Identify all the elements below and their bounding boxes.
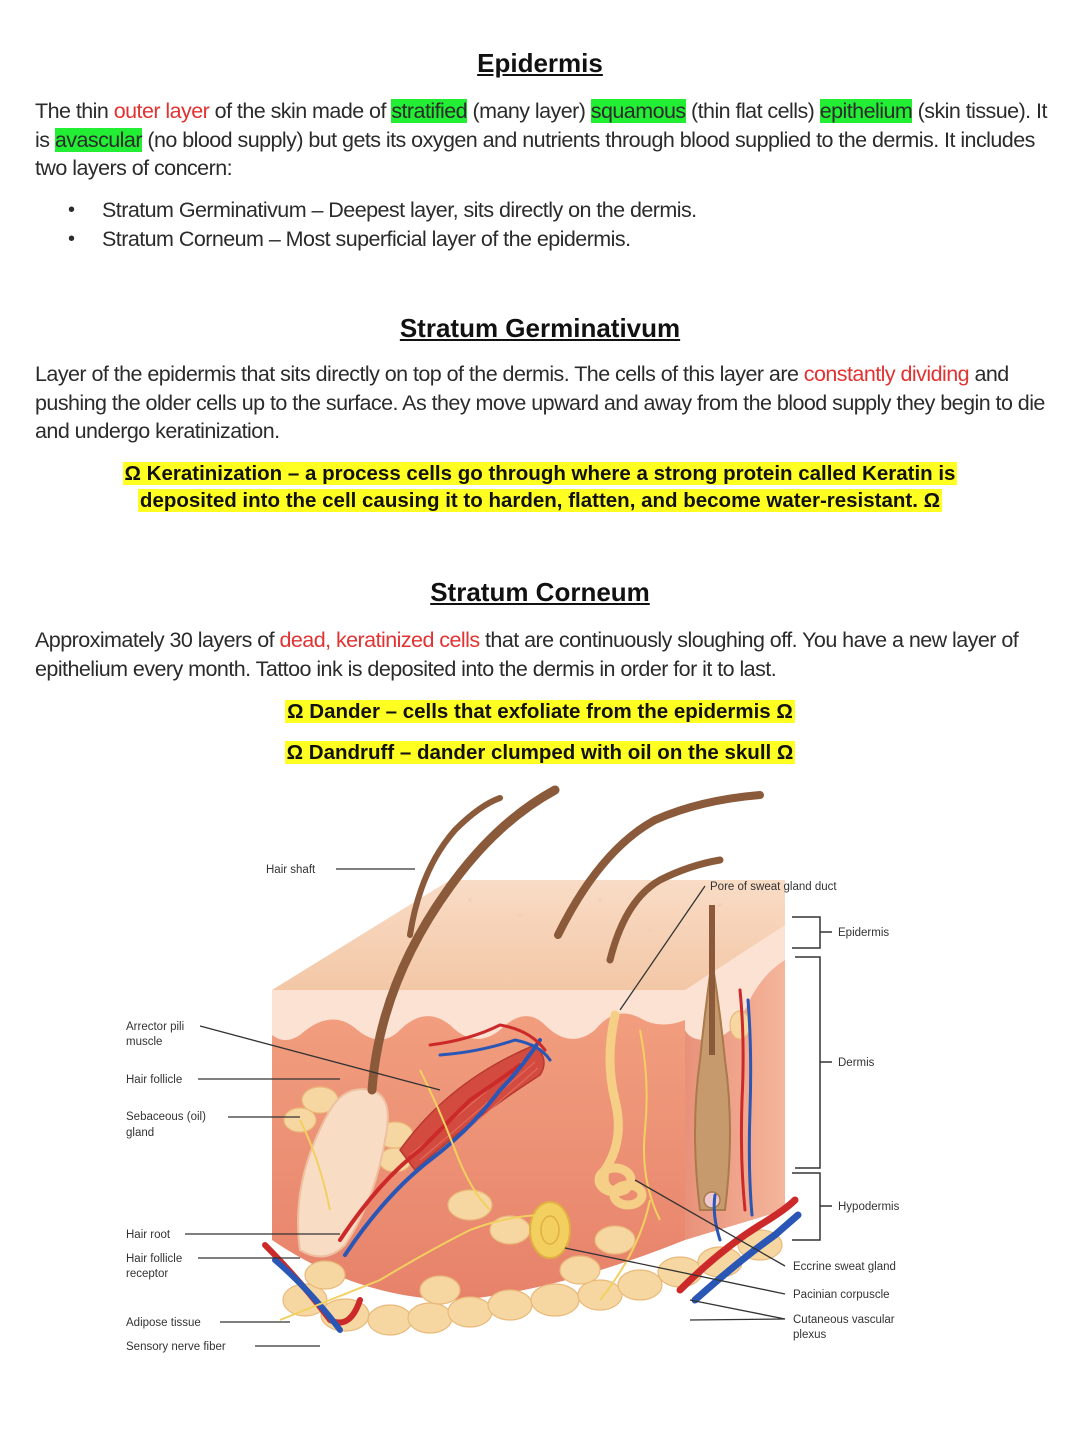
epidermis-heading: Epidermis — [477, 48, 603, 78]
label-hypodermis: Hypodermis — [838, 1201, 900, 1213]
germinativum-paragraph: Layer of the epidermis that sits directly on top of the dermis. The cells of this layer are constantly dividing and pushing the older cells up to the surface. As they move upward and away from the blood supply they begin to die and undergo keratinization. — [35, 362, 1045, 443]
layer-brackets — [792, 917, 832, 1240]
label-hair-root: Hair root — [126, 1229, 171, 1241]
label-pore: Pore of sweat gland duct — [710, 881, 837, 893]
label-adipose: Adipose tissue — [126, 1317, 201, 1329]
outer-layer-term: outer layer — [113, 99, 210, 123]
label-epidermis: Epidermis — [838, 927, 890, 939]
constantly-dividing-term: constantly dividing — [803, 362, 970, 386]
label-sebaceous: Sebaceous (oil) — [126, 1111, 206, 1123]
skin-diagram — [0, 770, 1080, 1410]
dandruff-note: Ω Dandruff – dander clumped with oil on the skull Ω — [286, 741, 794, 764]
label-pacinian: Pacinian corpuscle — [793, 1289, 890, 1301]
label-eccrine: Eccrine sweat gland — [793, 1261, 896, 1273]
label-cutaneous-2: plexus — [793, 1329, 827, 1341]
keratinization-note: Ω Keratinization – a process cells go through where a strong protein called Keratin is deposited into the cell causing it to harden, flatten, and become water-resistant. Ω — [124, 462, 956, 512]
label-dermis: Dermis — [838, 1057, 875, 1069]
dander-note: Ω Dander – cells that exfoliate from the epidermis Ω — [287, 700, 793, 723]
epidermis-surface — [272, 880, 785, 990]
label-arrector-pili-2: muscle — [126, 1036, 163, 1048]
corneum-paragraph: Approximately 30 layers of dead, keratinized cells that are continuously sloughing off. You have a new layer of epithelium every month. Tattoo ink is deposited into the dermis in order for it to last. — [35, 628, 1019, 681]
label-arrector-pili: Arrector pili — [126, 1021, 185, 1033]
label-follicle-receptor: Hair follicle — [126, 1253, 183, 1265]
epidermis-layer-list — [35, 196, 697, 254]
germinativum-heading: Stratum Germinativum — [399, 313, 681, 343]
list-item: • Stratum Corneum – Most superficial layer of the epidermis. — [102, 225, 697, 254]
corneum-heading: Stratum Corneum — [430, 577, 650, 607]
pacinian-corpuscle — [530, 1202, 570, 1258]
label-sebaceous-2: gland — [126, 1127, 155, 1139]
stratified-term: stratified — [391, 99, 468, 123]
epithelium-term: epithelium — [819, 99, 913, 123]
label-hair-follicle: Hair follicle — [126, 1074, 183, 1086]
avascular-term: avascular — [54, 127, 142, 152]
label-sensory-nerve: Sensory nerve fiber — [126, 1341, 226, 1353]
squamous-term: squamous — [590, 99, 686, 123]
list-item: • Stratum Germinativum – Deepest layer, sits directly on the dermis. — [102, 196, 697, 225]
label-follicle-receptor-2: receptor — [126, 1268, 169, 1280]
label-hair-shaft: Hair shaft — [266, 864, 316, 876]
dead-cells-term: dead, keratinized cells — [279, 628, 480, 652]
epidermis-paragraph: The thin outer layer of the skin made of stratified (many layer) squamous (thin flat cells) epithelium (skin tissue). It is avascular (no blood supply) but gets its oxygen and nutrients through blood supplied to the dermis. It includes two layers of concern: — [35, 99, 1047, 180]
label-cutaneous: Cutaneous vascular — [793, 1314, 895, 1326]
